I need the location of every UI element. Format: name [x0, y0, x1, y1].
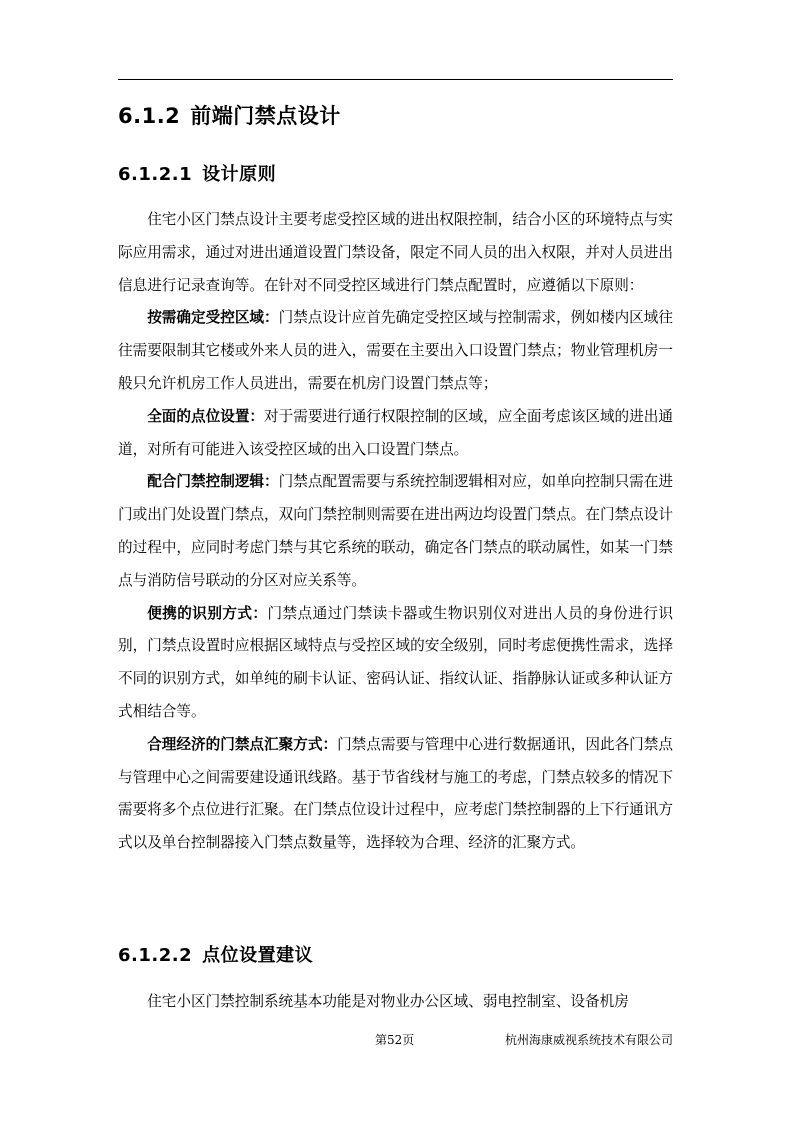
- principle-label: 全面的点位设置：: [147, 407, 265, 425]
- principle-label: 便携的识别方式：: [147, 604, 268, 622]
- principle-text: 门禁点配置需要与系统控制逻辑相对应，如单向控制只需在进门或出门处设置门禁点，双向门禁控制则需要在进出两边均设置门禁点。在门禁点设计的过程中，应同时考虑门禁与其它系统的联动，确定各门禁点的联动属性，如某一门禁点与消防信号联动的分区对应关系等。: [118, 473, 673, 589]
- principle-text: 门禁点通过门禁读卡器或生物识别仪对进出人员的身份进行识别，门禁点设置时应根据区域特点与受控区域的安全级别，同时考虑便携性需求，选择不同的识别方式，如单纯的刷卡认证、密码认证、指纹认证、指静脉认证或多种认证方式相结合等。: [118, 604, 673, 720]
- principle-label: 按需确定受控区域：: [147, 309, 279, 327]
- principle-paragraph: [118, 729, 673, 860]
- design-principles-body: [118, 204, 673, 860]
- section-heading: [118, 100, 341, 130]
- principle-text: 门禁点需要与管理中心进行数据通讯，因此各门禁点与管理中心之间需要建设通讯线路。基于节省线材与施工的考虑，门禁点较多的情况下需要将多个点位进行汇聚。在门禁点位设计过程中，应考虑门禁控制器的上下行通讯方式以及单台控制器接入门禁点数量等，选择较为合理、经济的汇聚方式。: [118, 735, 673, 852]
- subsection-heading-placement-suggestions: [118, 941, 313, 967]
- intro-paragraph: 住宅小区门禁点设计主要考虑受控区域的进出权限控制，结合小区的环境特点与实际应用需求，通过对进出通道设置门禁设备，限定不同人员的出入权限，并对人员进出信息进行记录查询等。在针对不同受控区域进行门禁点配置时，应遵循以下原则：: [118, 211, 673, 294]
- placement-suggestions-body: [118, 986, 673, 1019]
- subsection-title: 设计原则: [202, 164, 277, 185]
- principle-paragraph: [118, 466, 673, 597]
- subsection-title: 点位设置建议: [202, 945, 314, 966]
- page-number: 第52页: [375, 1033, 415, 1047]
- subsection-number: 6.1.2.2: [118, 945, 193, 966]
- section-number: 6.1.2: [118, 104, 181, 128]
- principle-label: 配合门禁控制逻辑：: [147, 473, 279, 491]
- page-footer: [118, 1031, 673, 1049]
- section-title: 前端门禁点设计: [190, 104, 341, 128]
- company-name: 杭州海康威视系统技术有限公司: [504, 1033, 673, 1047]
- principle-paragraph: [118, 401, 673, 467]
- header-rule: [118, 79, 673, 80]
- principle-text: 对于需要进行通行权限控制的区域，应全面考虑该区域的进出通道，对所有可能进入该受控区域的出入口设置门禁点。: [118, 407, 673, 458]
- principle-text: 门禁点设计应首先确定受控区域与控制需求，例如楼内区域往往需要限制其它楼或外来人员的进入，需要在主要出入口设置门禁点；物业管理机房一般只允许机房工作人员进出，需要在机房门设置门禁点等；: [118, 309, 673, 392]
- principle-paragraph: [118, 598, 673, 729]
- subsection-number: 6.1.2.1: [118, 164, 193, 185]
- principle-label: 合理经济的门禁点汇聚方式：: [147, 735, 338, 753]
- principle-paragraph: [118, 302, 673, 400]
- intro-paragraph: 住宅小区门禁控制系统基本功能是对物业办公区域、弱电控制室、设备机房: [147, 993, 629, 1010]
- subsection-heading-design-principles: [118, 160, 276, 186]
